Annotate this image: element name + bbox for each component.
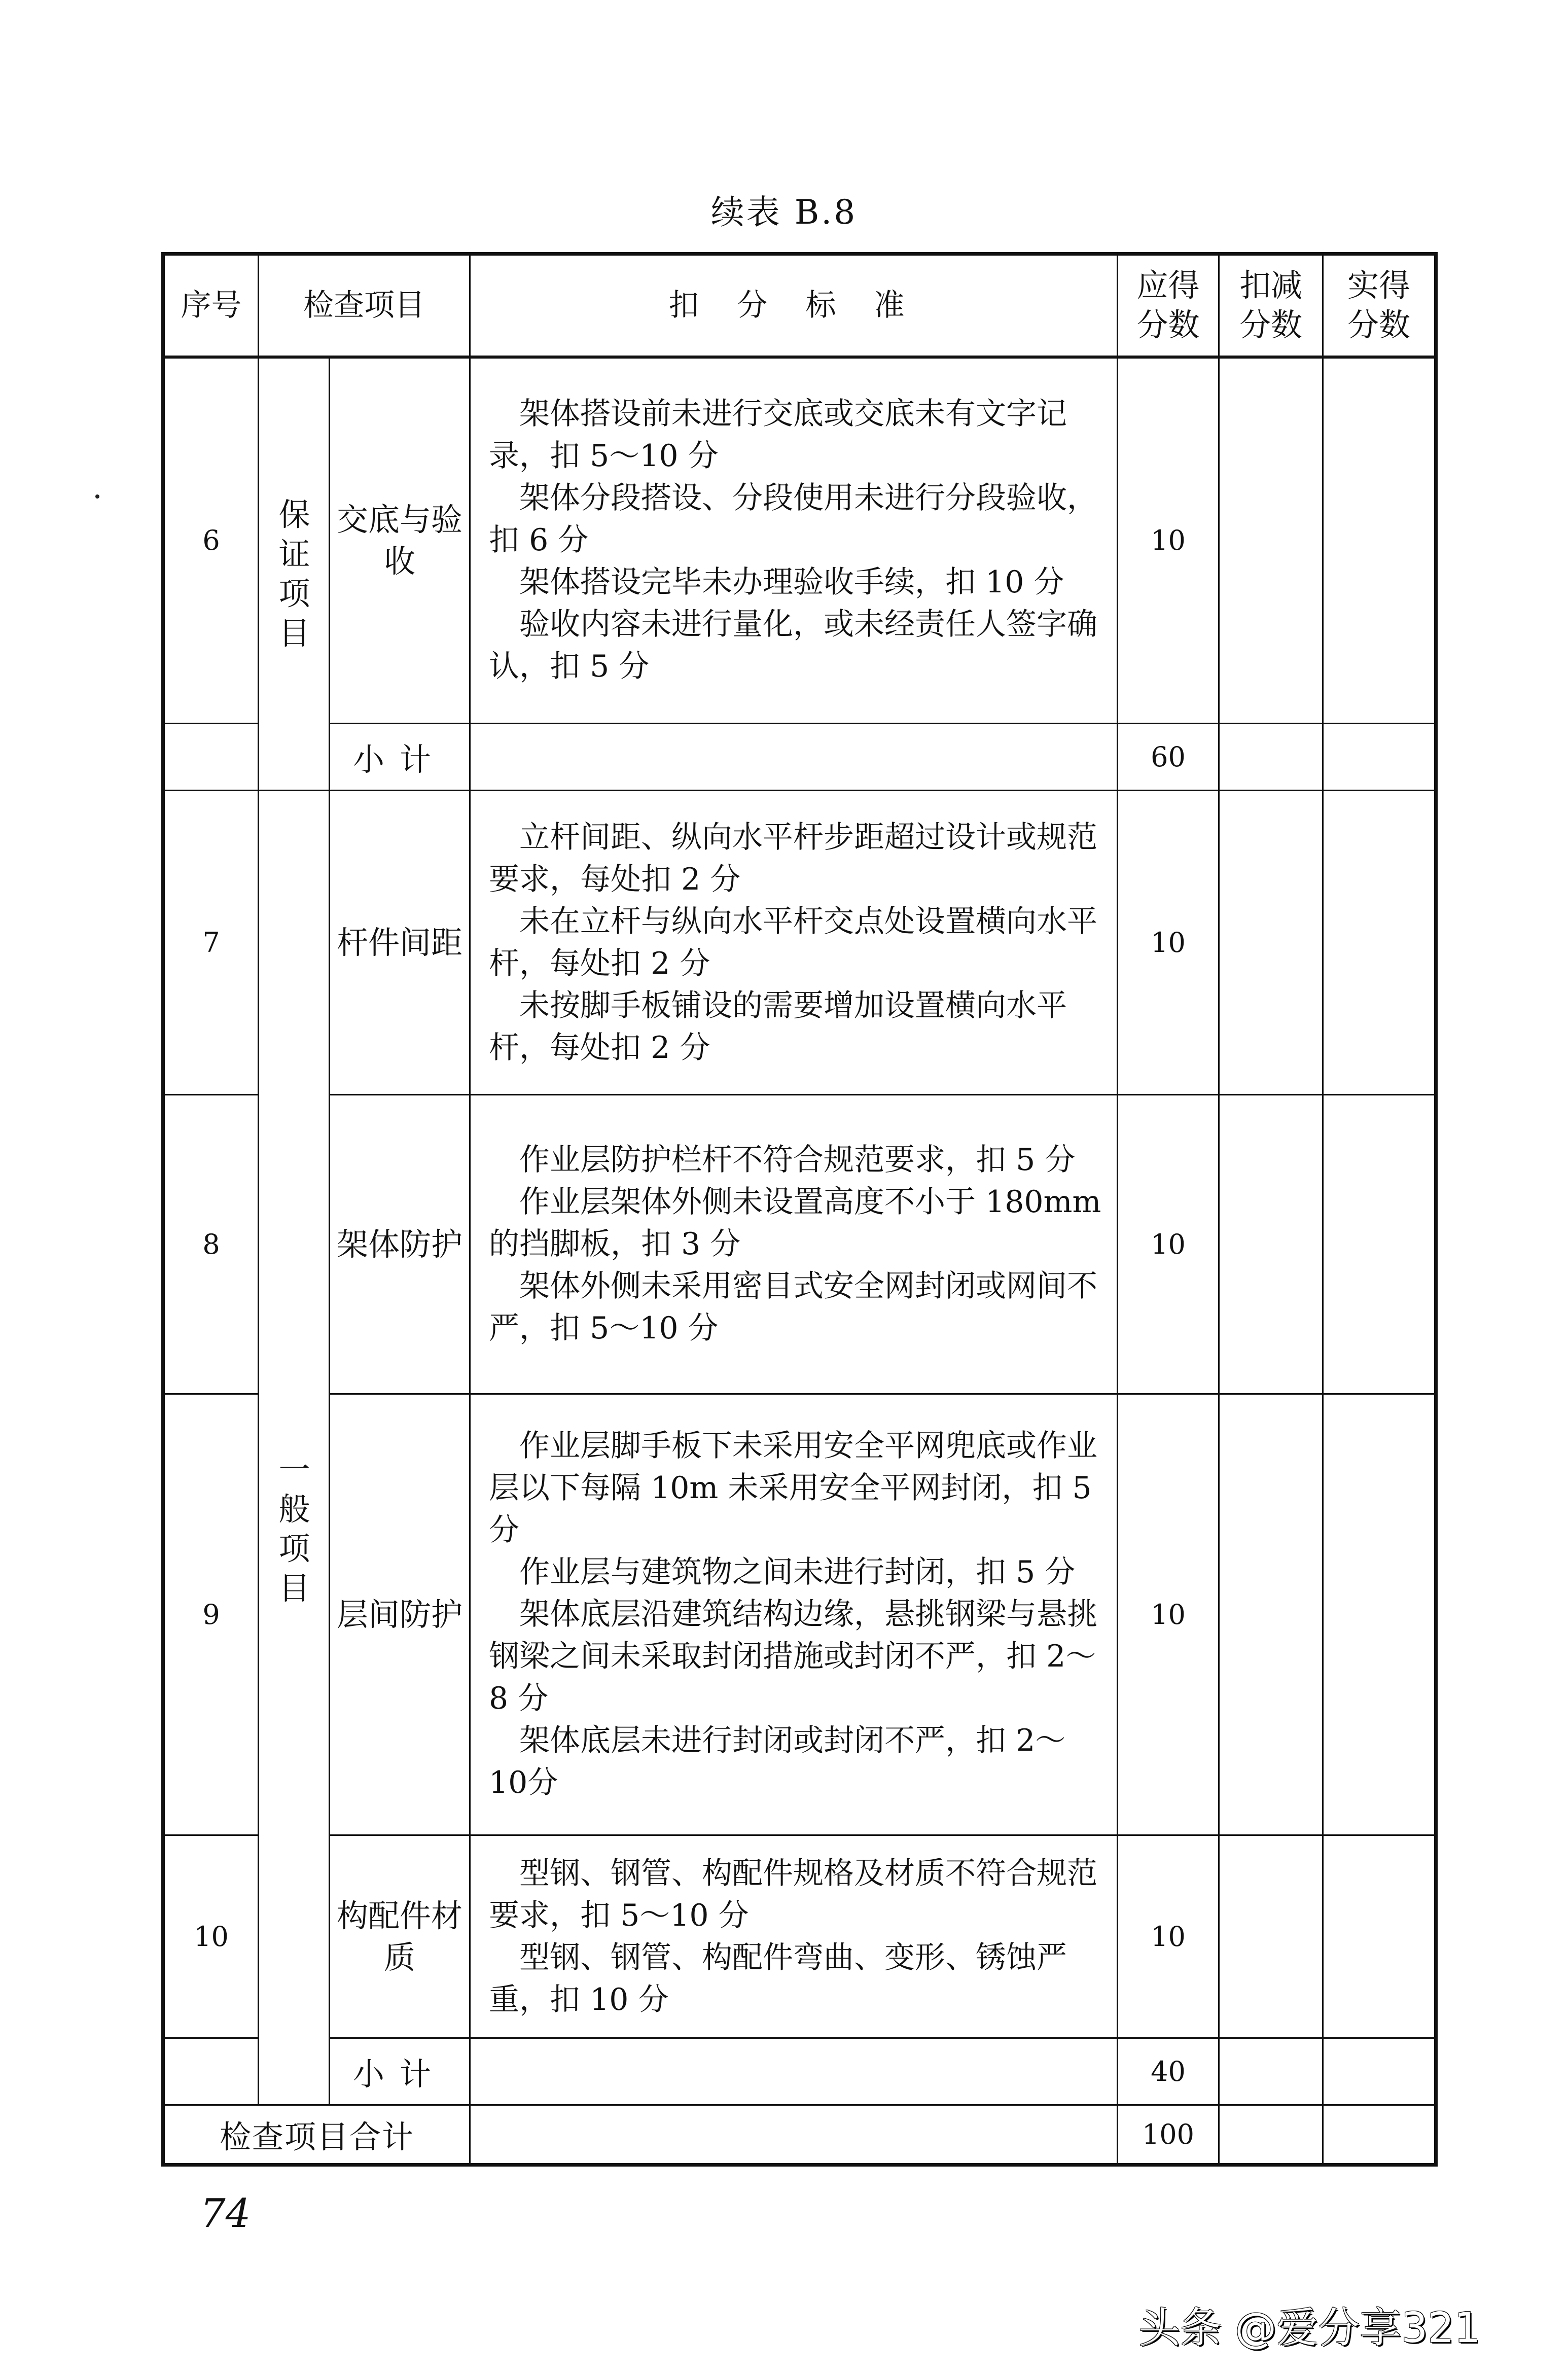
subtotal-label: 小计 xyxy=(330,724,470,791)
table-caption: 续表 B.8 xyxy=(710,193,858,232)
page-number: 74 xyxy=(200,2191,251,2237)
row-criteria: 作业层防护栏杆不符合规范要求，扣 5 分 作业层架体外侧未设置高度不小于 180mm 的挡脚板，扣 3 分 架体外侧未采用密目式安全网封闭或网间不严，扣 5～10 分 xyxy=(470,1095,1118,1394)
row-seq: 8 xyxy=(163,1095,259,1394)
total-row xyxy=(163,2105,1436,2165)
header-actual-score: 实得分数 xyxy=(1323,254,1436,357)
row-criteria: 架体搭设前未进行交底或交底未有文字记录，扣 5～10 分 架体分段搭设、分段使用未进行分段验收，扣 6 分 架体搭设完毕未办理验收手续，扣 10 分 验收内容未进行量化，或未经责任人签字确认，扣 5 分 xyxy=(470,357,1118,724)
subtotal-row-guarantee xyxy=(163,724,1436,791)
subtotal-general-score: 40 xyxy=(1118,2038,1219,2105)
row-deduct-score[interactable] xyxy=(1219,1835,1323,2038)
total-deduct[interactable] xyxy=(1219,2105,1323,2165)
total-label: 检查项目合计 xyxy=(163,2105,470,2165)
total-score: 100 xyxy=(1118,2105,1219,2165)
row-should-score: 10 xyxy=(1118,1394,1219,1835)
row-actual-score[interactable] xyxy=(1323,1095,1436,1394)
row-seq: 7 xyxy=(163,791,259,1095)
header-deduct-score: 扣减分数 xyxy=(1219,254,1323,357)
row-item: 架体防护 xyxy=(330,1095,470,1394)
row-should-score: 10 xyxy=(1118,791,1219,1095)
header-criteria: 扣 分 标 准 xyxy=(470,254,1118,357)
row-seq: 9 xyxy=(163,1394,259,1835)
subtotal-row-general xyxy=(163,2038,1436,2105)
row-deduct-score[interactable] xyxy=(1219,791,1323,1095)
row-should-score: 10 xyxy=(1118,357,1219,724)
table-row xyxy=(163,357,1436,724)
row-actual-score[interactable] xyxy=(1323,357,1436,724)
scan-speck xyxy=(95,494,99,499)
group-guarantee: 保证项目 xyxy=(259,357,330,791)
row-actual-score[interactable] xyxy=(1323,791,1436,1095)
row-should-score: 10 xyxy=(1118,1835,1219,2038)
row-deduct-score[interactable] xyxy=(1219,1095,1323,1394)
header-check-item: 检查项目 xyxy=(259,254,470,357)
scoring-table xyxy=(161,252,1438,2167)
subtotal-deduct[interactable] xyxy=(1219,724,1323,791)
row-item: 杆件间距 xyxy=(330,791,470,1095)
row-item: 交底与验收 xyxy=(330,357,470,724)
row-deduct-score[interactable] xyxy=(1219,357,1323,724)
row-item: 层间防护 xyxy=(330,1394,470,1835)
row-criteria: 立杆间距、纵向水平杆步距超过设计或规范要求，每处扣 2 分 未在立杆与纵向水平杆交点处设置横向水平杆，每处扣 2 分 未按脚手板铺设的需要增加设置横向水平杆，每处扣 2 分 xyxy=(470,791,1118,1095)
table-row xyxy=(163,1835,1436,2038)
row-item: 构配件材质 xyxy=(330,1835,470,2038)
subtotal-label: 小计 xyxy=(330,2038,470,2105)
watermark: 头条 @爱分享321 xyxy=(1138,2304,1481,2352)
total-actual[interactable] xyxy=(1323,2105,1436,2165)
table-row xyxy=(163,791,1436,1095)
row-criteria: 作业层脚手板下未采用安全平网兜底或作业层以下每隔 10m 未采用安全平网封闭，扣 5 分 作业层与建筑物之间未进行封闭，扣 5 分 架体底层沿建筑结构边缘，悬挑钢梁与悬挑钢梁之间未采取封闭措施或封闭不严，扣 2～8 分 架体底层未进行封闭或封闭不严，扣 2～10分 xyxy=(470,1394,1118,1835)
row-should-score: 10 xyxy=(1118,1095,1219,1394)
header-seq: 序号 xyxy=(163,254,259,357)
row-seq: 6 xyxy=(163,357,259,724)
subtotal-actual[interactable] xyxy=(1323,724,1436,791)
row-criteria: 型钢、钢管、构配件规格及材质不符合规范要求，扣 5～10 分 型钢、钢管、构配件弯曲、变形、锈蚀严重，扣 10 分 xyxy=(470,1835,1118,2038)
row-actual-score[interactable] xyxy=(1323,1835,1436,2038)
header-should-score: 应得分数 xyxy=(1118,254,1219,357)
subtotal-actual[interactable] xyxy=(1323,2038,1436,2105)
table-row xyxy=(163,1095,1436,1394)
row-deduct-score[interactable] xyxy=(1219,1394,1323,1835)
row-actual-score[interactable] xyxy=(1323,1394,1436,1835)
subtotal-deduct[interactable] xyxy=(1219,2038,1323,2105)
table-row xyxy=(163,1394,1436,1835)
row-seq: 10 xyxy=(163,1835,259,2038)
group-general: 一般项目 xyxy=(259,791,330,2105)
subtotal-guarantee-score: 60 xyxy=(1118,724,1219,791)
